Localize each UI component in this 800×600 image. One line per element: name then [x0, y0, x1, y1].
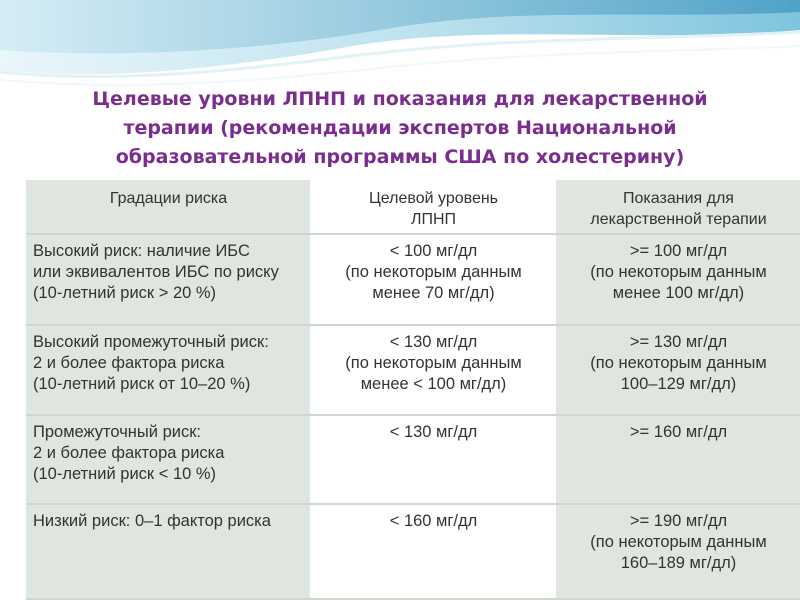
table-row [26, 325, 800, 416]
cell-text: Высокий риск: наличие ИБС [33, 242, 250, 260]
cell-text: (по некоторым данным [345, 263, 522, 281]
indication-cell [556, 234, 800, 325]
cell-text: (по некоторым данным [345, 353, 522, 372]
ldl-targets-table [26, 180, 800, 600]
target-cell [310, 415, 556, 504]
title-line-2: терапии (рекомендации экспертов Национальной [123, 117, 677, 139]
cell-text: (по некоторым данным [590, 533, 767, 552]
indication-cell [556, 415, 800, 504]
header-risk-grade [26, 180, 310, 234]
risk-cell [26, 415, 310, 504]
cell-text: 2 и более фактора риска [33, 444, 225, 463]
cell-text: < 130 мг/дл [389, 332, 478, 351]
cell-text: (10-летний риск от 10–20 %) [33, 374, 251, 393]
cell-text: (10-летний риск < 10 %) [33, 465, 217, 484]
header-text: Показания для [623, 190, 734, 207]
header-text: ЛПНП [410, 211, 457, 228]
cell-text: 100–129 мг/дл) [620, 374, 737, 393]
target-cell [310, 504, 556, 599]
target-cell [310, 325, 556, 416]
table-row [26, 234, 800, 325]
cell-text: (по некоторым данным [590, 263, 767, 281]
indication-cell [556, 325, 800, 416]
cell-text: >= 190 мг/дл [629, 512, 728, 531]
cell-text: >= 130 мг/дл [629, 332, 728, 351]
cell-text: >= 100 мг/дл [629, 242, 728, 260]
cell-text: Промежуточный риск: [33, 423, 202, 442]
table-row [26, 504, 800, 599]
title-line-1: Целевые уровни ЛПНП и показания для лекарственной [92, 88, 708, 110]
header-target-ldl [310, 180, 556, 234]
cell-text: (по некоторым данным [590, 353, 767, 372]
cell-text: < 100 мг/дл [389, 242, 478, 260]
cell-text: >= 160 мг/дл [629, 423, 728, 442]
cell-text: менее 70 мг/дл) [372, 284, 495, 302]
risk-cell [26, 325, 310, 416]
slide-title [30, 85, 770, 172]
header-drug-indications [556, 180, 800, 234]
indication-cell [556, 504, 800, 599]
table-row [26, 415, 800, 504]
cell-text: 2 и более фактора риска [33, 353, 225, 372]
risk-cell [26, 234, 310, 325]
header-text: лекарственной терапии [590, 211, 767, 228]
cell-text: Высокий промежуточный риск: [33, 332, 269, 351]
cell-text: Низкий риск: 0–1 фактор риска [33, 512, 271, 531]
title-line-3: образовательной программы США по холестерину) [115, 146, 685, 168]
cell-text: или эквивалентов ИБС по риску [33, 263, 279, 281]
decorative-wave-banner [0, 0, 800, 95]
table-header-row [26, 180, 800, 234]
target-cell [310, 234, 556, 325]
header-text: Градации риска [109, 190, 228, 207]
cell-text: менее < 100 мг/дл) [360, 374, 507, 393]
risk-cell [26, 504, 310, 599]
header-text: Целевой уровень [368, 190, 499, 207]
cell-text: < 160 мг/дл [389, 512, 478, 531]
cell-text: менее 100 мг/дл) [612, 284, 745, 302]
cell-text: < 130 мг/дл [389, 423, 478, 442]
cell-text: 160–189 мг/дл) [620, 554, 737, 573]
cell-text: (10-летний риск > 20 %) [33, 284, 217, 302]
